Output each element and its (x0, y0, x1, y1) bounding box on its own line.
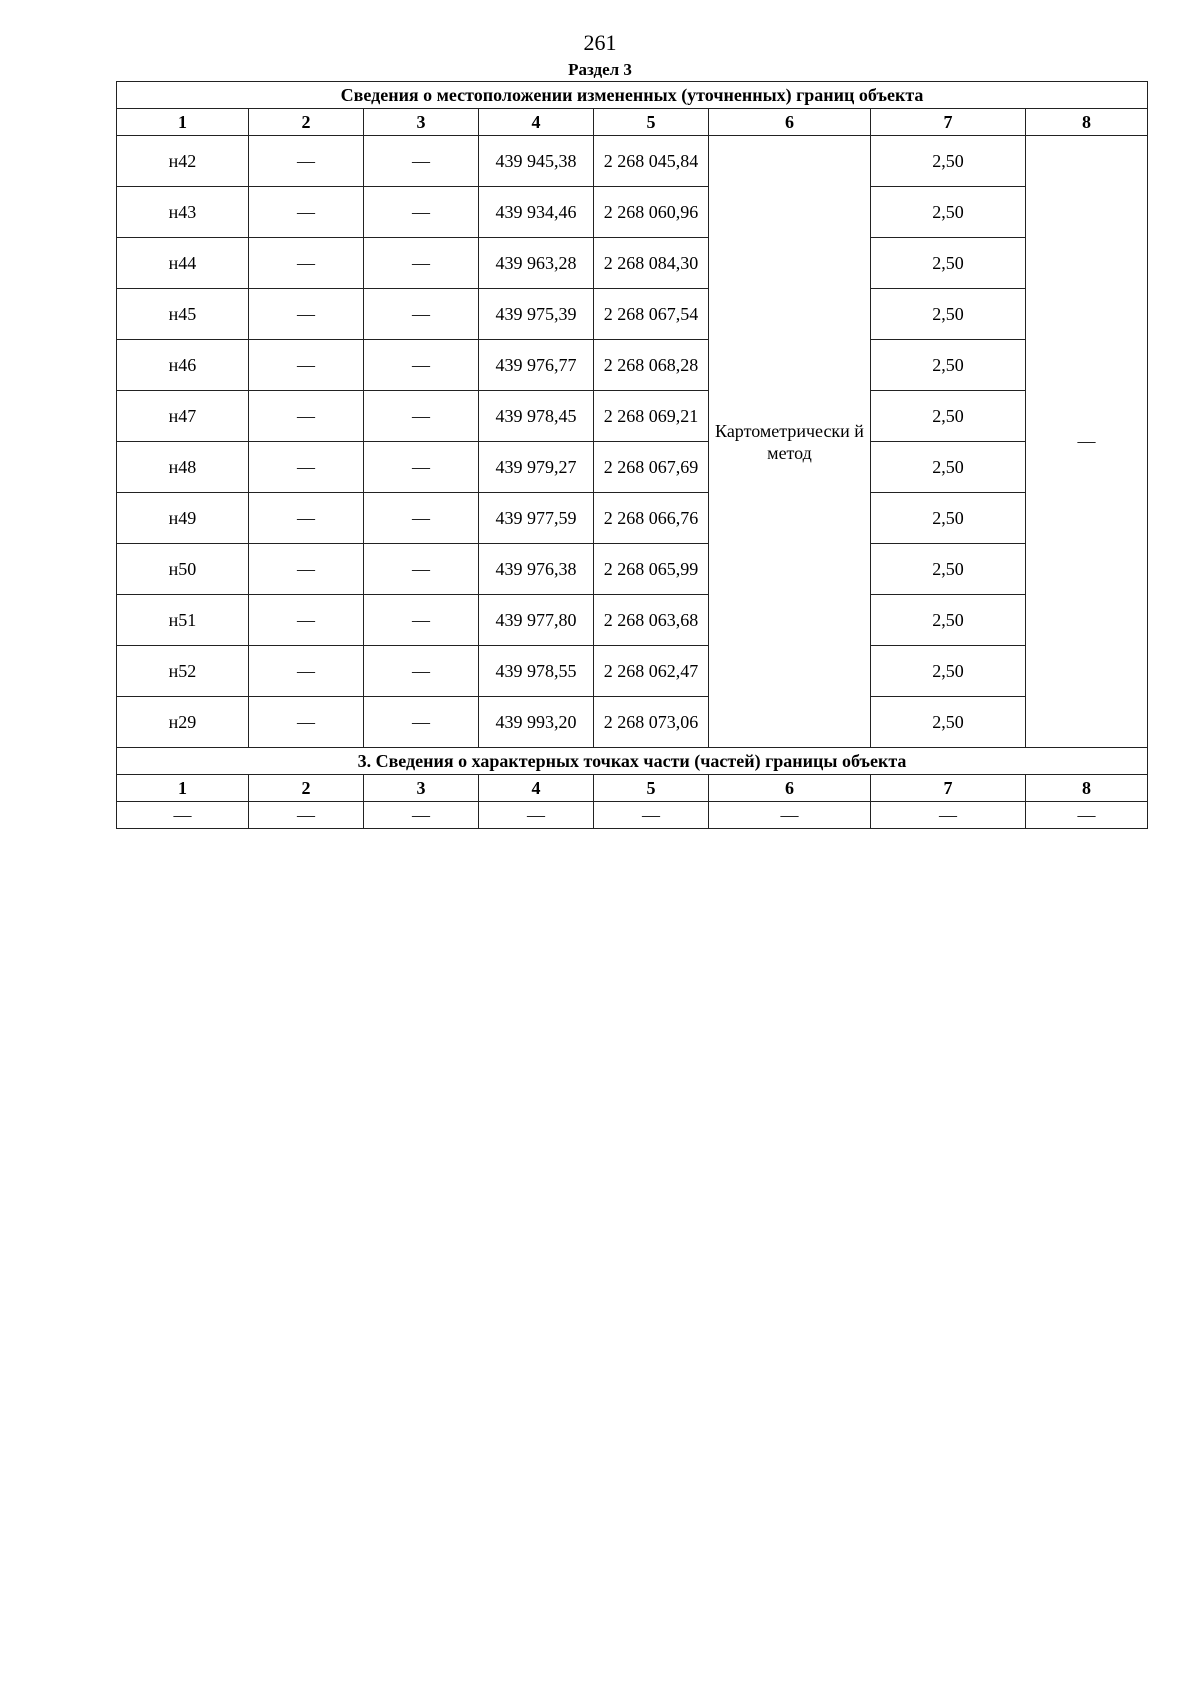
accuracy-cell: 2,50 (871, 595, 1026, 646)
column-3-cell: — (364, 289, 479, 340)
column-3-cell: — (364, 391, 479, 442)
column-header-8: 8 (1026, 109, 1148, 136)
y-coordinate-cell: 2 268 084,30 (594, 238, 709, 289)
y-coordinate-cell: 2 268 067,69 (594, 442, 709, 493)
column-2-cell: — (249, 391, 364, 442)
column-header-4: 4 (479, 109, 594, 136)
x-coordinate-cell: 439 975,39 (479, 289, 594, 340)
point-name-cell: н47 (117, 391, 249, 442)
parts-empty-cell: — (479, 802, 594, 829)
x-coordinate-cell: 439 934,46 (479, 187, 594, 238)
y-coordinate-cell: 2 268 045,84 (594, 136, 709, 187)
parts-empty-row (117, 802, 1148, 829)
parts-column-header-3: 3 (364, 775, 479, 802)
table-row (117, 391, 1148, 442)
point-name-cell: н46 (117, 340, 249, 391)
x-coordinate-cell: 439 945,38 (479, 136, 594, 187)
table-row (117, 595, 1148, 646)
accuracy-cell: 2,50 (871, 544, 1026, 595)
parts-column-header-2: 2 (249, 775, 364, 802)
x-coordinate-cell: 439 977,59 (479, 493, 594, 544)
x-coordinate-cell: 439 963,28 (479, 238, 594, 289)
table-row (117, 697, 1148, 748)
column-header-2: 2 (249, 109, 364, 136)
x-coordinate-cell: 439 977,80 (479, 595, 594, 646)
y-coordinate-cell: 2 268 068,28 (594, 340, 709, 391)
accuracy-cell: 2,50 (871, 442, 1026, 493)
table-caption-row (117, 82, 1148, 109)
table-caption: Сведения о местоположении измененных (уточненных) границ объекта (117, 82, 1148, 109)
parts-column-header-1: 1 (117, 775, 249, 802)
parts-column-header-8: 8 (1026, 775, 1148, 802)
column-2-cell: — (249, 697, 364, 748)
column-3-cell: — (364, 442, 479, 493)
table-row (117, 493, 1148, 544)
accuracy-cell: 2,50 (871, 238, 1026, 289)
column-header-6: 6 (709, 109, 871, 136)
method-cell: Картометрически й метод (709, 136, 871, 748)
point-name-cell: н43 (117, 187, 249, 238)
y-coordinate-cell: 2 268 073,06 (594, 697, 709, 748)
accuracy-cell: 2,50 (871, 340, 1026, 391)
parts-column-header-6: 6 (709, 775, 871, 802)
y-coordinate-cell: 2 268 069,21 (594, 391, 709, 442)
point-name-cell: н42 (117, 136, 249, 187)
column-3-cell: — (364, 238, 479, 289)
accuracy-cell: 2,50 (871, 391, 1026, 442)
column-3-cell: — (364, 136, 479, 187)
column-2-cell: — (249, 595, 364, 646)
parts-header-row (117, 775, 1148, 802)
y-coordinate-cell: 2 268 067,54 (594, 289, 709, 340)
y-coordinate-cell: 2 268 060,96 (594, 187, 709, 238)
column-3-cell: — (364, 646, 479, 697)
parts-empty-cell: — (1026, 802, 1148, 829)
column-2-cell: — (249, 340, 364, 391)
table-row (117, 646, 1148, 697)
column-header-3: 3 (364, 109, 479, 136)
table-row (117, 442, 1148, 493)
column-2-cell: — (249, 289, 364, 340)
x-coordinate-cell: 439 979,27 (479, 442, 594, 493)
parts-empty-cell: — (871, 802, 1026, 829)
table-row (117, 238, 1148, 289)
parts-empty-cell: — (594, 802, 709, 829)
y-coordinate-cell: 2 268 062,47 (594, 646, 709, 697)
parts-column-header-5: 5 (594, 775, 709, 802)
y-coordinate-cell: 2 268 066,76 (594, 493, 709, 544)
column-2-cell: — (249, 136, 364, 187)
parts-empty-cell: — (709, 802, 871, 829)
point-name-cell: н45 (117, 289, 249, 340)
table-header-row (117, 109, 1148, 136)
parts-empty-cell: — (364, 802, 479, 829)
table-row (117, 136, 1148, 187)
x-coordinate-cell: 439 976,38 (479, 544, 594, 595)
parts-empty-cell: — (117, 802, 249, 829)
y-coordinate-cell: 2 268 063,68 (594, 595, 709, 646)
accuracy-cell: 2,50 (871, 136, 1026, 187)
accuracy-cell: 2,50 (871, 187, 1026, 238)
parts-column-header-7: 7 (871, 775, 1026, 802)
parts-column-header-4: 4 (479, 775, 594, 802)
column-3-cell: — (364, 595, 479, 646)
column-header-7: 7 (871, 109, 1026, 136)
column-3-cell: — (364, 187, 479, 238)
column-2-cell: — (249, 187, 364, 238)
boundary-table (116, 81, 1148, 829)
accuracy-cell: 2,50 (871, 646, 1026, 697)
section-title: Раздел 3 (568, 60, 632, 79)
table-row (117, 340, 1148, 391)
x-coordinate-cell: 439 978,55 (479, 646, 594, 697)
column-header-1: 1 (117, 109, 249, 136)
table-row (117, 289, 1148, 340)
x-coordinate-cell: 439 976,77 (479, 340, 594, 391)
column-2-cell: — (249, 493, 364, 544)
column-8-cell: — (1026, 136, 1148, 748)
column-2-cell: — (249, 544, 364, 595)
point-name-cell: н29 (117, 697, 249, 748)
table-row (117, 187, 1148, 238)
point-name-cell: н51 (117, 595, 249, 646)
column-3-cell: — (364, 697, 479, 748)
point-name-cell: н48 (117, 442, 249, 493)
accuracy-cell: 2,50 (871, 289, 1026, 340)
page-number: 261 (583, 30, 617, 55)
point-name-cell: н49 (117, 493, 249, 544)
parts-caption: 3. Сведения о характерных точках части (частей) границы объекта (117, 748, 1148, 775)
parts-empty-cell: — (249, 802, 364, 829)
table-row (117, 544, 1148, 595)
x-coordinate-cell: 439 993,20 (479, 697, 594, 748)
accuracy-cell: 2,50 (871, 493, 1026, 544)
parts-caption-row (117, 748, 1148, 775)
column-3-cell: — (364, 544, 479, 595)
point-name-cell: н50 (117, 544, 249, 595)
x-coordinate-cell: 439 978,45 (479, 391, 594, 442)
column-2-cell: — (249, 646, 364, 697)
column-2-cell: — (249, 442, 364, 493)
column-header-5: 5 (594, 109, 709, 136)
point-name-cell: н52 (117, 646, 249, 697)
accuracy-cell: 2,50 (871, 697, 1026, 748)
column-3-cell: — (364, 493, 479, 544)
column-3-cell: — (364, 340, 479, 391)
column-2-cell: — (249, 238, 364, 289)
y-coordinate-cell: 2 268 065,99 (594, 544, 709, 595)
point-name-cell: н44 (117, 238, 249, 289)
